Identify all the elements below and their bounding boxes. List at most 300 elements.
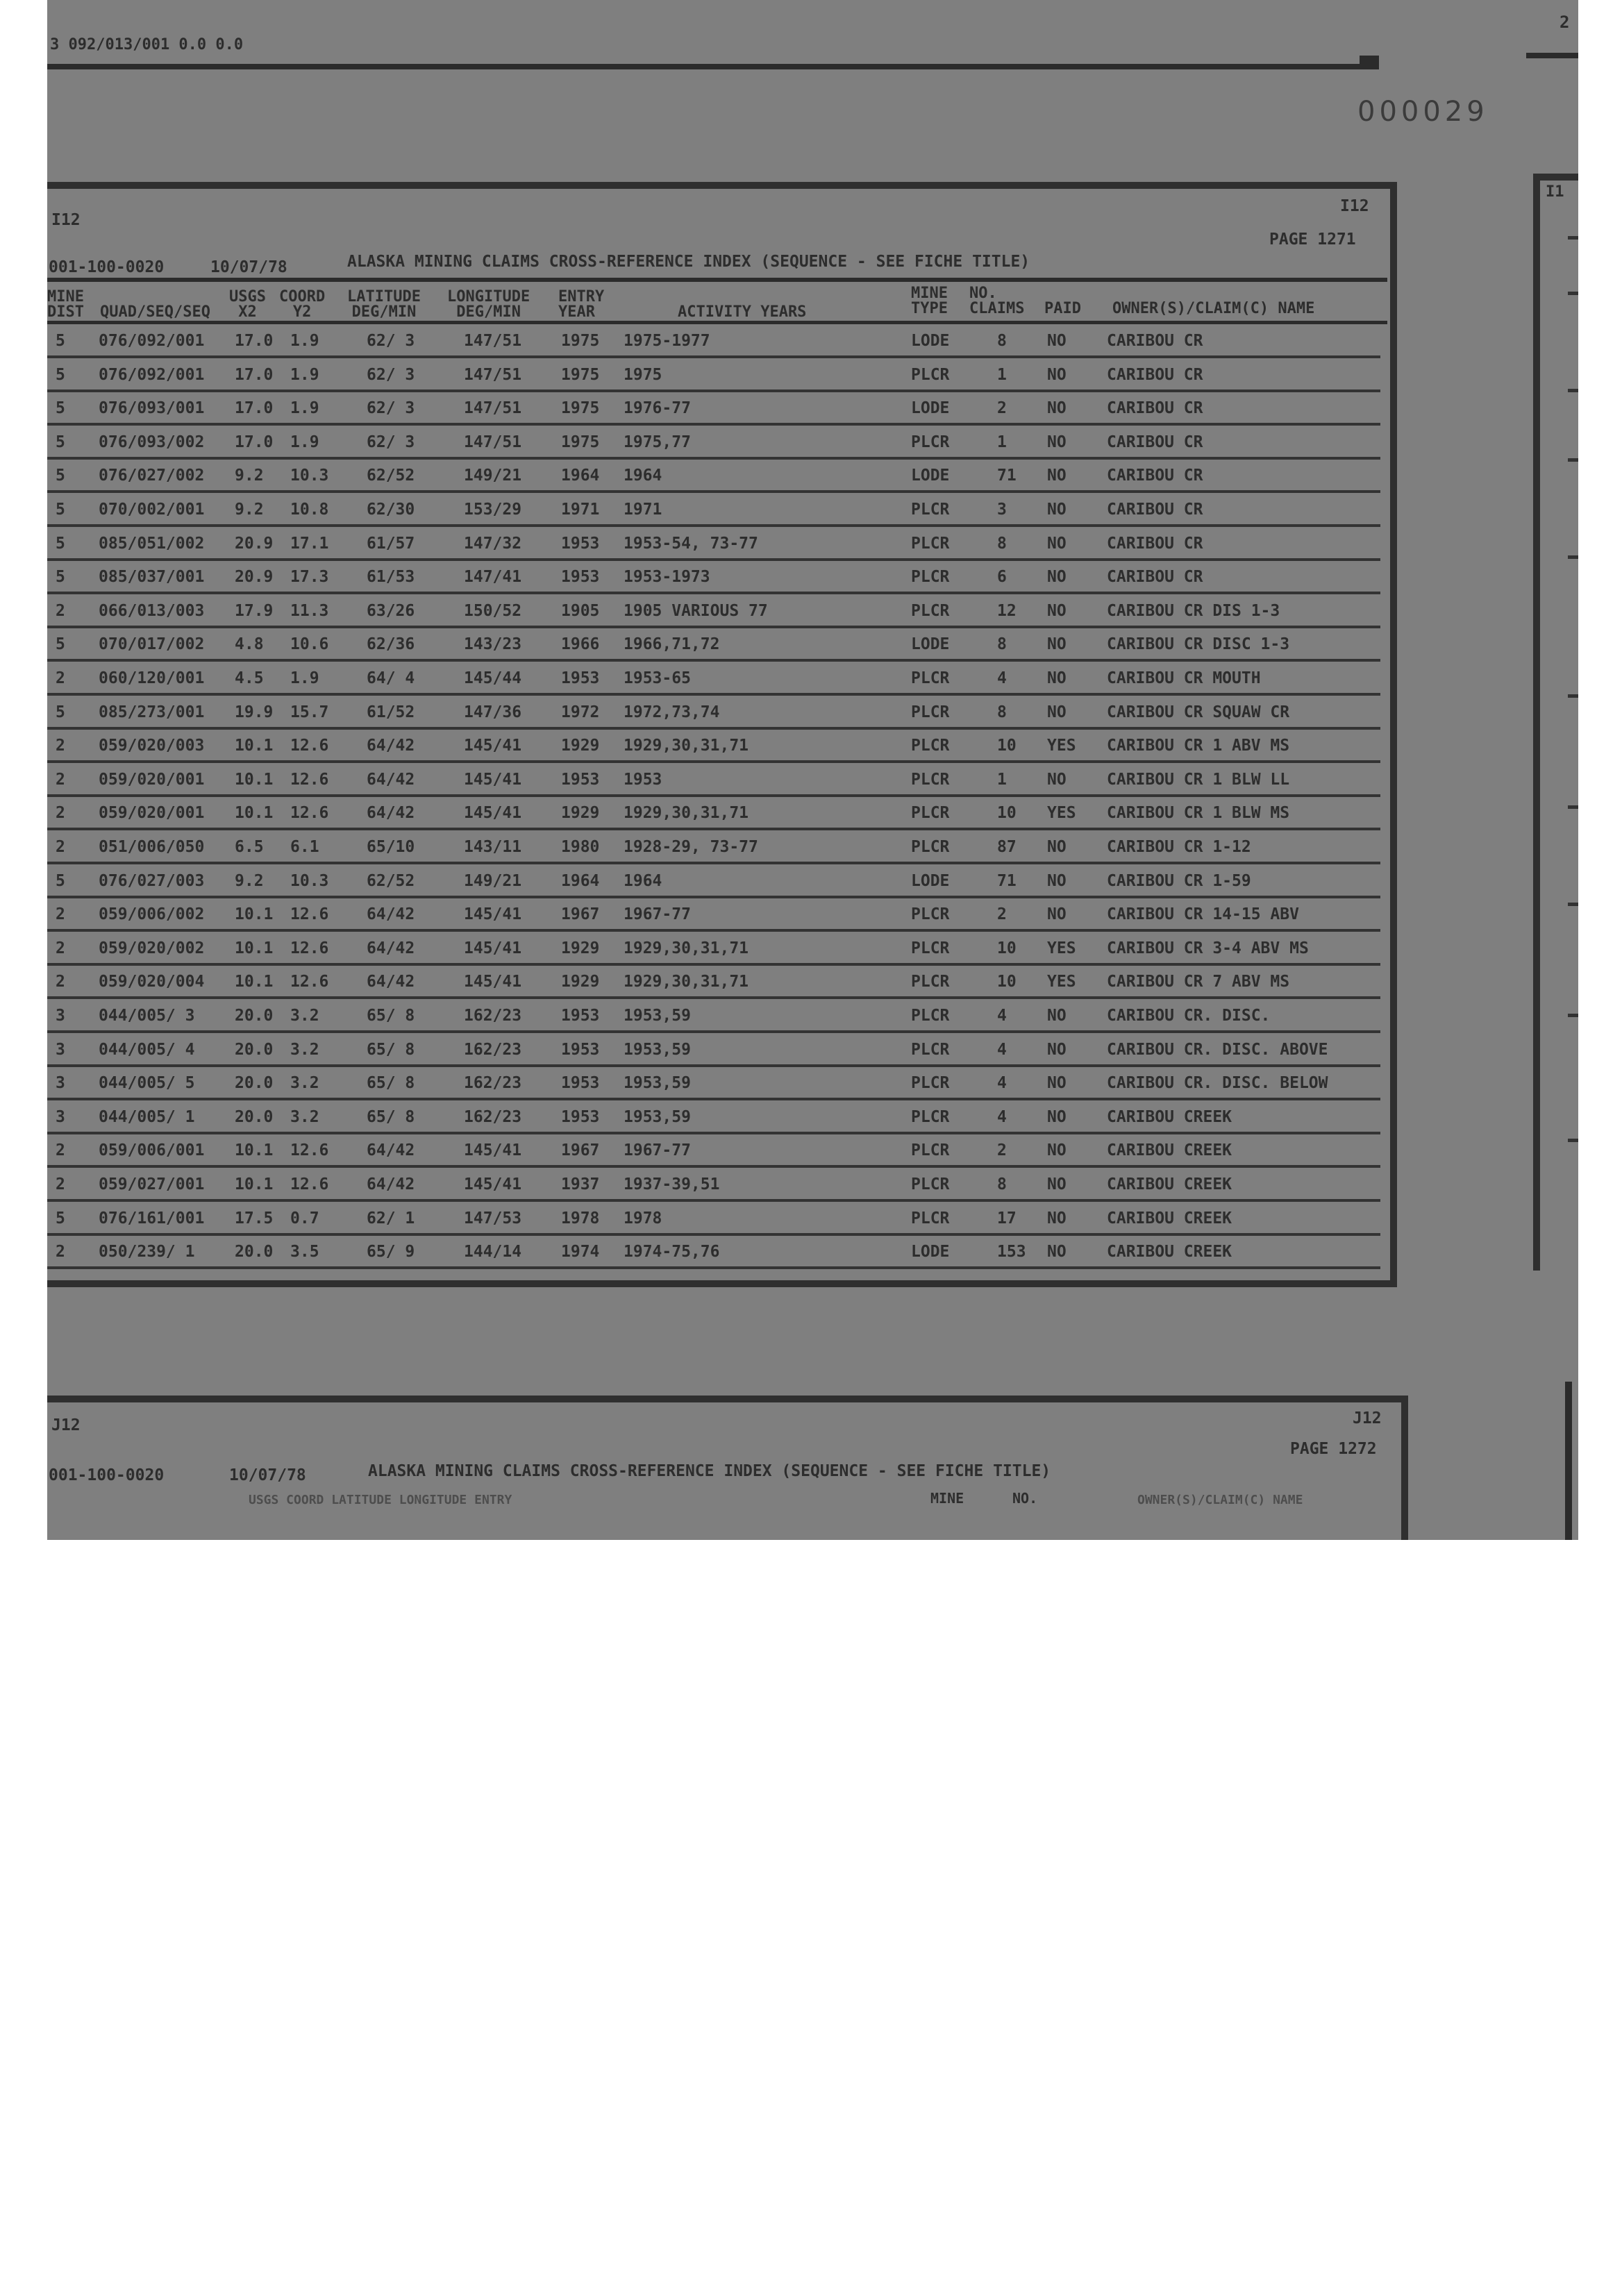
cell-type: PLCR — [911, 770, 950, 789]
cell-entry: 1967 — [561, 905, 600, 924]
cell-paid: NO — [1047, 770, 1067, 789]
cell-usgs: 9.2 — [235, 871, 264, 890]
cell-dist: 2 — [56, 601, 65, 620]
cell-coord: 1.9 — [290, 332, 319, 350]
cell-type: PLCR — [911, 838, 950, 856]
cell-type: PLCR — [911, 365, 950, 384]
row-rule — [47, 760, 1380, 763]
row-rule — [47, 794, 1380, 797]
cell-usgs: 17.0 — [235, 365, 274, 384]
cell-owner: CARIBOU CREEK — [1107, 1209, 1232, 1227]
cell-claims: 12 — [997, 601, 1017, 620]
cell-coord: 3.2 — [290, 1007, 319, 1025]
cell-type: PLCR — [911, 601, 950, 620]
edge-tick — [1568, 555, 1578, 559]
cell-entry: 1953 — [561, 1074, 600, 1093]
table-row — [47, 865, 1380, 898]
cell-dist: 5 — [56, 703, 65, 721]
cell-activity: 1976-77 — [624, 399, 691, 418]
cell-dist: 3 — [56, 1040, 65, 1059]
col-header-no-claims: NO. CLAIMS — [969, 285, 1025, 317]
cell-coord: 10.3 — [290, 871, 329, 890]
cell-activity: 1971 — [624, 501, 662, 519]
table-row — [47, 764, 1380, 797]
cell-lon: 144/14 — [464, 1243, 522, 1262]
row-rule — [47, 828, 1380, 830]
cell-usgs: 10.1 — [235, 804, 274, 823]
cell-claims: 4 — [997, 669, 1007, 687]
cell-lon: 147/36 — [464, 703, 522, 721]
row-rule — [47, 1064, 1380, 1067]
cell-dist: 5 — [56, 399, 65, 418]
row-rule — [47, 1233, 1380, 1236]
cell-dist: 2 — [56, 770, 65, 789]
cell-type: PLCR — [911, 433, 950, 451]
col-header-longitude: LONGITUDE DEG/MIN — [447, 288, 530, 321]
cell-type: PLCR — [911, 669, 950, 687]
cell-usgs: 6.5 — [235, 838, 264, 856]
cell-lon: 147/41 — [464, 568, 522, 587]
cell-entry: 1966 — [561, 635, 600, 654]
col-header-activity-years: ACTIVITY YEARS — [678, 303, 807, 321]
cell-quad: 076/092/001 — [99, 332, 205, 350]
panel2-partial-owner: OWNER(S)/CLAIM(C) NAME — [1137, 1493, 1303, 1507]
cell-entry: 1953 — [561, 534, 600, 553]
cell-entry: 1929 — [561, 737, 600, 755]
cell-dist: 2 — [56, 1141, 65, 1160]
cell-usgs: 20.9 — [235, 534, 274, 553]
cell-lon: 145/41 — [464, 737, 522, 755]
cell-type: PLCR — [911, 1007, 950, 1025]
cell-entry: 1975 — [561, 433, 600, 451]
cell-claims: 10 — [997, 973, 1017, 991]
cell-coord: 10.6 — [290, 635, 329, 654]
cell-lon: 147/51 — [464, 332, 522, 350]
cell-lat: 64/42 — [367, 973, 415, 991]
cell-dist: 2 — [56, 939, 65, 957]
cell-activity: 1929,30,31,71 — [624, 939, 749, 957]
cell-owner: CARIBOU CR — [1107, 365, 1203, 384]
cell-paid: NO — [1047, 1243, 1067, 1262]
cell-lat: 64/42 — [367, 804, 415, 823]
table-row — [47, 628, 1380, 662]
cell-dist: 2 — [56, 905, 65, 924]
edge-tick — [1568, 694, 1578, 698]
cell-owner: CARIBOU CR — [1107, 399, 1203, 418]
cell-type: LODE — [911, 635, 950, 654]
cell-type: PLCR — [911, 1209, 950, 1227]
cell-usgs: 17.9 — [235, 601, 274, 620]
cell-owner: CARIBOU CR DISC 1-3 — [1107, 635, 1290, 654]
cell-dist: 2 — [56, 804, 65, 823]
cell-quad: 051/006/050 — [99, 838, 205, 856]
cell-type: PLCR — [911, 804, 950, 823]
row-rule — [47, 1030, 1380, 1033]
cell-paid: NO — [1047, 1107, 1067, 1126]
cell-usgs: 10.1 — [235, 973, 274, 991]
cell-quad: 070/002/001 — [99, 501, 205, 519]
cell-owner: CARIBOU CR 14-15 ABV — [1107, 905, 1299, 924]
microfiche-scan — [47, 0, 1578, 1540]
cell-lat: 63/26 — [367, 601, 415, 620]
cell-dist: 5 — [56, 568, 65, 587]
table-row — [47, 460, 1380, 493]
cell-claims: 87 — [997, 838, 1017, 856]
cell-usgs: 20.0 — [235, 1007, 274, 1025]
cell-quad: 059/020/002 — [99, 939, 205, 957]
cell-quad: 070/017/002 — [99, 635, 205, 654]
cell-coord: 12.6 — [290, 1175, 329, 1193]
cell-coord: 1.9 — [290, 399, 319, 418]
cell-owner: CARIBOU CREEK — [1107, 1243, 1232, 1262]
cell-paid: NO — [1047, 534, 1067, 553]
cell-type: LODE — [911, 871, 950, 890]
cell-quad: 076/027/003 — [99, 871, 205, 890]
cell-lon: 145/41 — [464, 1175, 522, 1193]
cell-usgs: 10.1 — [235, 939, 274, 957]
cell-entry: 1964 — [561, 871, 600, 890]
table-row — [47, 325, 1380, 358]
cell-coord: 12.6 — [290, 905, 329, 924]
cell-activity: 1953-54, 73-77 — [624, 534, 758, 553]
cell-lat: 61/52 — [367, 703, 415, 721]
cell-type: PLCR — [911, 737, 950, 755]
cell-owner: CARIBOU CR SQUAW CR — [1107, 703, 1290, 721]
cell-quad: 076/093/001 — [99, 399, 205, 418]
row-rule — [47, 592, 1380, 594]
cell-owner: CARIBOU CREEK — [1107, 1141, 1232, 1160]
cell-coord: 12.6 — [290, 804, 329, 823]
table-row — [47, 561, 1380, 594]
cell-paid: NO — [1047, 703, 1067, 721]
panel2-partial-type: MINE — [930, 1490, 964, 1507]
cell-lat: 62/ 1 — [367, 1209, 415, 1227]
cell-usgs: 9.2 — [235, 501, 264, 519]
table-row — [47, 696, 1380, 730]
cell-quad: 059/027/001 — [99, 1175, 205, 1193]
cell-usgs: 4.8 — [235, 635, 264, 654]
cell-lon: 147/51 — [464, 433, 522, 451]
cell-quad: 044/005/ 4 — [99, 1040, 195, 1059]
cell-owner: CARIBOU CR 1 ABV MS — [1107, 737, 1290, 755]
cell-type: PLCR — [911, 1141, 950, 1160]
cell-entry: 1953 — [561, 669, 600, 687]
cell-claims: 3 — [997, 501, 1007, 519]
cell-coord: 17.1 — [290, 534, 329, 553]
cell-dist: 3 — [56, 1107, 65, 1126]
panel2-page-number: PAGE 1272 — [1290, 1440, 1377, 1458]
cell-owner: CARIBOU CR — [1107, 501, 1203, 519]
cell-paid: YES — [1047, 737, 1076, 755]
row-rule — [47, 1098, 1380, 1100]
cell-lat: 65/ 8 — [367, 1040, 415, 1059]
cell-owner: CARIBOU CR — [1107, 433, 1203, 451]
cell-owner: CARIBOU CR — [1107, 332, 1203, 350]
panel1-title: ALASKA MINING CLAIMS CROSS-REFERENCE INDEX (SEQUENCE - SEE FICHE TITLE) — [347, 253, 1030, 271]
row-rule — [47, 963, 1380, 966]
table-row — [47, 426, 1380, 460]
cell-type: LODE — [911, 1243, 950, 1262]
cell-lon: 145/41 — [464, 1141, 522, 1160]
cell-paid: YES — [1047, 804, 1076, 823]
cell-coord: 0.7 — [290, 1209, 319, 1227]
cell-type: LODE — [911, 332, 950, 350]
cell-entry: 1974 — [561, 1243, 600, 1262]
col-header-coord: COORD Y2 — [279, 288, 326, 321]
cell-quad: 059/020/004 — [99, 973, 205, 991]
cell-coord: 3.2 — [290, 1107, 319, 1126]
cell-lon: 145/41 — [464, 770, 522, 789]
cell-type: PLCR — [911, 905, 950, 924]
cell-owner: CARIBOU CR 1 BLW MS — [1107, 804, 1290, 823]
cell-quad: 076/161/001 — [99, 1209, 205, 1227]
cell-dist: 2 — [56, 737, 65, 755]
cell-coord: 12.6 — [290, 973, 329, 991]
cell-lon: 145/41 — [464, 905, 522, 924]
cell-claims: 2 — [997, 399, 1007, 418]
cell-activity: 1978 — [624, 1209, 662, 1227]
panel1-title-rule — [47, 278, 1387, 282]
cell-dist: 5 — [56, 501, 65, 519]
cell-claims: 6 — [997, 568, 1007, 587]
cell-usgs: 20.0 — [235, 1040, 274, 1059]
top-strip-text: 3 092/013/001 0.0 0.0 — [50, 36, 244, 53]
panel2-run-id: 001-100-0020 — [49, 1466, 165, 1484]
cell-activity: 1972,73,74 — [624, 703, 720, 721]
table-row — [47, 898, 1380, 932]
cell-lon: 162/23 — [464, 1107, 522, 1126]
cell-entry: 1975 — [561, 399, 600, 418]
cell-paid: NO — [1047, 905, 1067, 924]
cell-owner: CARIBOU CR — [1107, 534, 1203, 553]
cell-usgs: 10.1 — [235, 905, 274, 924]
cell-activity: 1975,77 — [624, 433, 691, 451]
table-row — [47, 831, 1380, 864]
cell-lon: 162/23 — [464, 1040, 522, 1059]
cell-usgs: 20.0 — [235, 1107, 274, 1126]
cell-activity: 1929,30,31,71 — [624, 737, 749, 755]
cell-owner: CARIBOU CREEK — [1107, 1175, 1232, 1193]
cell-dist: 5 — [56, 332, 65, 350]
cell-activity: 1929,30,31,71 — [624, 804, 749, 823]
cell-quad: 059/020/001 — [99, 770, 205, 789]
cell-coord: 6.1 — [290, 838, 319, 856]
cell-type: PLCR — [911, 501, 950, 519]
col-header-dist: MINE DIST — [47, 288, 84, 321]
edge-tick — [1568, 236, 1578, 240]
cell-usgs: 20.0 — [235, 1074, 274, 1093]
cell-quad: 059/006/002 — [99, 905, 205, 924]
cell-dist: 2 — [56, 669, 65, 687]
cell-activity: 1953,59 — [624, 1040, 691, 1059]
fiche-panel-1272 — [47, 1396, 1408, 1540]
cell-paid: NO — [1047, 1209, 1067, 1227]
cell-owner: CARIBOU CR — [1107, 568, 1203, 587]
cell-lon: 145/41 — [464, 973, 522, 991]
cell-activity: 1966,71,72 — [624, 635, 720, 654]
cell-claims: 4 — [997, 1074, 1007, 1093]
stamp-number: 000029 — [1357, 96, 1489, 128]
cell-coord: 3.5 — [290, 1243, 319, 1262]
adjacent-panel2-edge — [1565, 1382, 1572, 1540]
row-rule — [47, 524, 1380, 527]
cell-dist: 5 — [56, 433, 65, 451]
table-row — [47, 494, 1380, 527]
panel2-frame-right: J12 — [1353, 1409, 1382, 1427]
cell-claims: 8 — [997, 703, 1007, 721]
cell-lat: 65/ 8 — [367, 1007, 415, 1025]
cell-type: PLCR — [911, 973, 950, 991]
cell-entry: 1937 — [561, 1175, 600, 1193]
cell-activity: 1953 — [624, 770, 662, 789]
cell-paid: NO — [1047, 601, 1067, 620]
panel2-date: 10/07/78 — [229, 1466, 306, 1484]
cell-claims: 4 — [997, 1007, 1007, 1025]
cell-paid: NO — [1047, 635, 1067, 654]
cell-entry: 1971 — [561, 501, 600, 519]
cell-claims: 4 — [997, 1107, 1007, 1126]
cell-quad: 060/120/001 — [99, 669, 205, 687]
cell-dist: 5 — [56, 1209, 65, 1227]
cell-activity: 1953,59 — [624, 1074, 691, 1093]
cell-lon: 145/44 — [464, 669, 522, 687]
row-rule — [47, 1199, 1380, 1202]
cell-type: LODE — [911, 399, 950, 418]
cell-paid: NO — [1047, 1040, 1067, 1059]
cell-entry: 1972 — [561, 703, 600, 721]
table-row — [47, 1236, 1380, 1269]
cell-entry: 1905 — [561, 601, 600, 620]
cell-lat: 62/36 — [367, 635, 415, 654]
cell-lon: 143/11 — [464, 838, 522, 856]
panel1-frame-left: I12 — [51, 211, 81, 229]
cell-dist: 5 — [56, 365, 65, 384]
cell-lon: 145/41 — [464, 939, 522, 957]
col-header-mine-type: MINE TYPE — [911, 285, 948, 317]
cell-paid: NO — [1047, 1007, 1067, 1025]
cell-entry: 1953 — [561, 1007, 600, 1025]
cell-usgs: 17.0 — [235, 332, 274, 350]
cell-dist: 5 — [56, 635, 65, 654]
row-rule — [47, 996, 1380, 999]
cell-lon: 147/53 — [464, 1209, 522, 1227]
cell-coord: 10.8 — [290, 501, 329, 519]
panel2-partial-headers: USGS COORD LATITUDE LONGITUDE ENTRY — [249, 1493, 512, 1507]
cell-coord: 3.2 — [290, 1074, 319, 1093]
row-rule — [47, 896, 1380, 898]
cell-entry: 1929 — [561, 804, 600, 823]
col-header-latitude: LATITUDE DEG/MIN — [347, 288, 421, 321]
col-header-owner-name: OWNER(S)/CLAIM(C) NAME — [1112, 300, 1315, 317]
panel1-date: 10/07/78 — [210, 258, 287, 276]
cell-owner: CARIBOU CREEK — [1107, 1107, 1232, 1126]
cell-type: PLCR — [911, 703, 950, 721]
row-rule — [47, 693, 1380, 696]
table-row — [47, 932, 1380, 966]
cell-claims: 8 — [997, 332, 1007, 350]
cell-lat: 64/42 — [367, 770, 415, 789]
cell-type: PLCR — [911, 1107, 950, 1126]
table-row — [47, 797, 1380, 830]
cell-dist: 3 — [56, 1074, 65, 1093]
cell-usgs: 17.0 — [235, 399, 274, 418]
cell-paid: NO — [1047, 1074, 1067, 1093]
table-row — [47, 1034, 1380, 1067]
cell-coord: 15.7 — [290, 703, 329, 721]
cell-dist: 2 — [56, 838, 65, 856]
top-strip-rule — [47, 64, 1379, 69]
cell-dist: 5 — [56, 534, 65, 553]
edge-tick — [1568, 389, 1578, 392]
cell-claims: 2 — [997, 1141, 1007, 1160]
cell-quad: 085/051/002 — [99, 534, 205, 553]
cell-quad: 085/273/001 — [99, 703, 205, 721]
cell-usgs: 10.1 — [235, 1175, 274, 1193]
cell-type: PLCR — [911, 939, 950, 957]
panel2-frame-left: J12 — [51, 1416, 81, 1434]
cell-activity: 1967-77 — [624, 905, 691, 924]
cell-lat: 64/42 — [367, 905, 415, 924]
row-rule — [47, 389, 1380, 392]
panel1-frame-right: I12 — [1340, 197, 1369, 215]
cell-quad: 059/020/001 — [99, 804, 205, 823]
cell-usgs: 10.1 — [235, 1141, 274, 1160]
cell-type: PLCR — [911, 568, 950, 587]
cell-owner: CARIBOU CR. DISC. ABOVE — [1107, 1040, 1328, 1059]
row-rule — [47, 1165, 1380, 1168]
cell-coord: 11.3 — [290, 601, 329, 620]
cell-owner: CARIBOU CR DIS 1-3 — [1107, 601, 1280, 620]
cell-dist: 2 — [56, 1243, 65, 1262]
cell-lat: 61/53 — [367, 568, 415, 587]
cell-usgs: 17.5 — [235, 1209, 274, 1227]
panel1-header-rule — [47, 321, 1387, 324]
row-rule — [47, 929, 1380, 932]
cell-lat: 64/ 4 — [367, 669, 415, 687]
cell-claims: 8 — [997, 1175, 1007, 1193]
cell-paid: YES — [1047, 973, 1076, 991]
row-rule — [47, 1132, 1380, 1134]
cell-coord: 12.6 — [290, 770, 329, 789]
cell-activity: 1937-39,51 — [624, 1175, 720, 1193]
edge-tick — [1568, 1014, 1578, 1017]
cell-lon: 147/51 — [464, 399, 522, 418]
cell-dist: 5 — [56, 871, 65, 890]
cell-claims: 10 — [997, 939, 1017, 957]
cell-activity: 1974-75,76 — [624, 1243, 720, 1262]
cell-coord: 17.3 — [290, 568, 329, 587]
cell-coord: 12.6 — [290, 939, 329, 957]
cell-dist: 2 — [56, 1175, 65, 1193]
adjacent-panel-edge — [1533, 174, 1578, 1271]
cell-lon: 162/23 — [464, 1007, 522, 1025]
cell-coord: 1.9 — [290, 669, 319, 687]
cell-lon: 145/41 — [464, 804, 522, 823]
cell-entry: 1964 — [561, 467, 600, 485]
cell-quad: 076/093/002 — [99, 433, 205, 451]
cell-quad: 050/239/ 1 — [99, 1243, 195, 1262]
cell-owner: CARIBOU CR. DISC. — [1107, 1007, 1271, 1025]
cell-lat: 64/42 — [367, 939, 415, 957]
cell-owner: CARIBOU CR MOUTH — [1107, 669, 1261, 687]
cell-paid: NO — [1047, 332, 1067, 350]
table-row — [47, 392, 1380, 426]
cell-activity: 1953-65 — [624, 669, 691, 687]
cell-activity: 1905 VARIOUS 77 — [624, 601, 768, 620]
cell-dist: 2 — [56, 973, 65, 991]
cell-coord: 1.9 — [290, 433, 319, 451]
cell-paid: NO — [1047, 838, 1067, 856]
